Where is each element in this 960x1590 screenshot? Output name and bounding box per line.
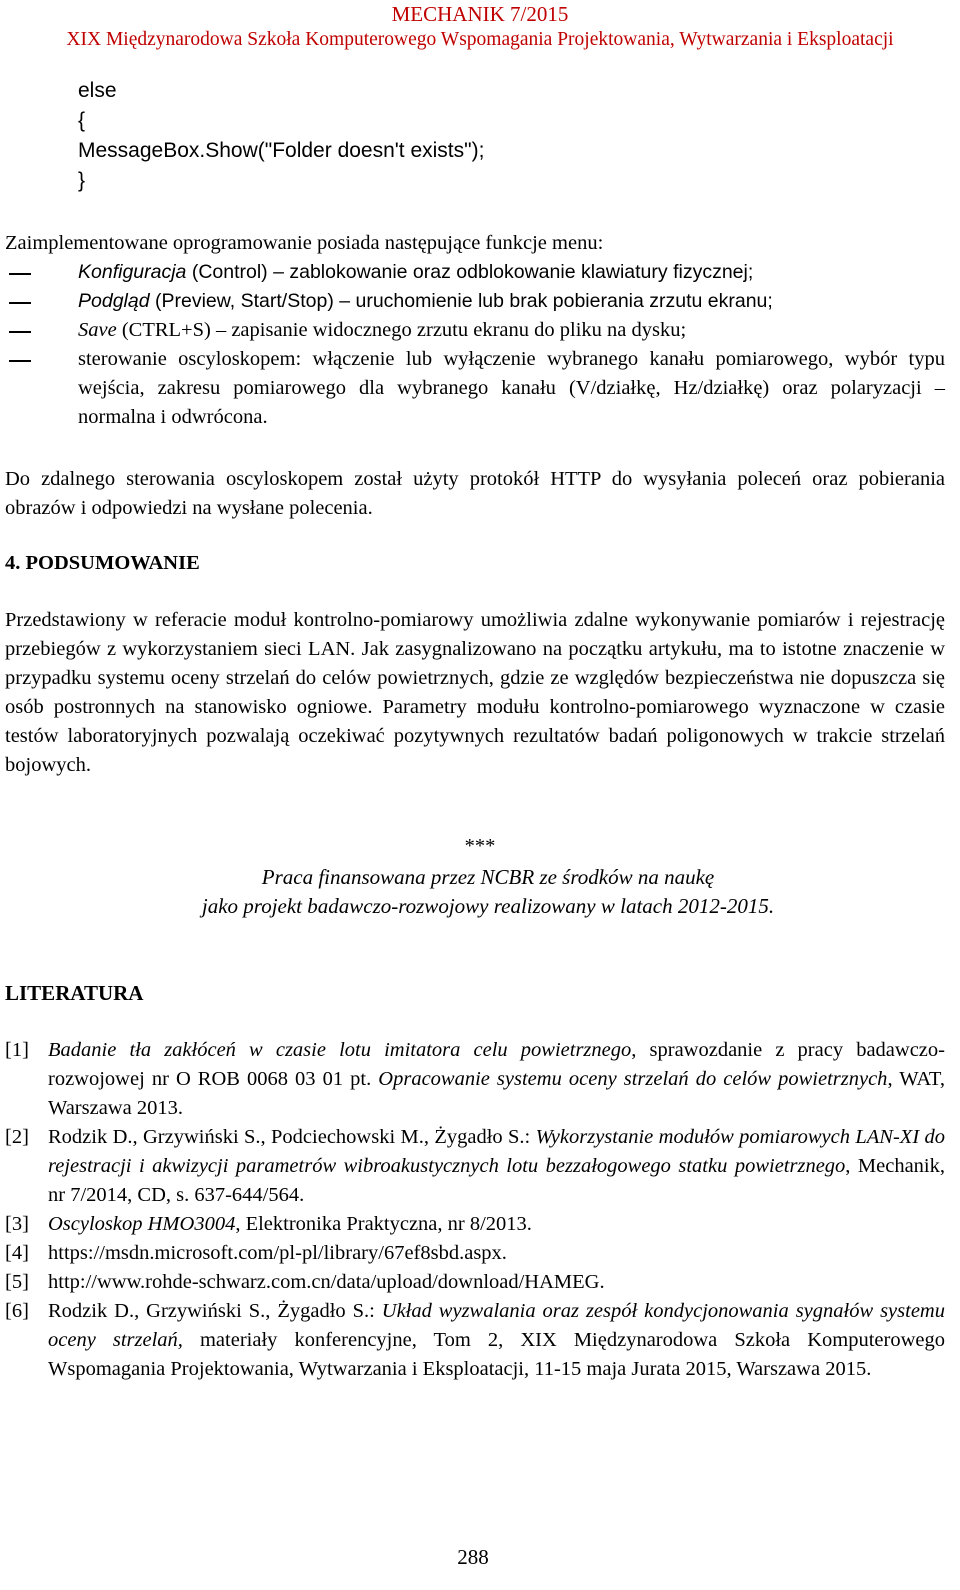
code-line: } xyxy=(78,169,86,192)
reference-authors: Rodzik D., Grzywiński S., Żygadło S.: xyxy=(48,1300,382,1322)
reference-title: Oscyloskop HMO3004 xyxy=(48,1213,236,1235)
menu-desc: sterowanie oscyloskopem: włączenie lub wyłączenie wybranego kanału pomiarowego, wybór typu wejścia, zakresu pomiarowego dla wybranego kanału (V/działkę, Hz/działkę) oraz polaryzacji – normalna i odwrócona. xyxy=(78,348,945,428)
reference-item xyxy=(5,1297,945,1384)
reference-title: Układ wyzwalania oraz zespół kondycjonowania sygnałów systemu oceny strzelań, xyxy=(48,1300,945,1351)
reference-number: [5] xyxy=(5,1271,29,1293)
reference-number: [1] xyxy=(5,1039,29,1061)
reference-rest: materiały konferencyjne, Tom 2, XIX Międzynarodowa Szkoła Komputerowego Wspomagania Projektowania, Wytwarzania i Eksploatacji, 11-15 maja Jurata 2015, Warszawa 2015. xyxy=(48,1329,945,1380)
section-heading: 4. PODSUMOWANIE xyxy=(5,552,200,574)
reference-number: [3] xyxy=(5,1213,29,1235)
reference-rest: , WAT, Warszawa 2013. xyxy=(48,1068,945,1119)
reference-title: Opracowanie systemu oceny strzelań do celów powietrznych xyxy=(378,1068,888,1090)
reference-link[interactable]: https://msdn.microsoft.com/pl-pl/library/67ef8sbd.aspx. xyxy=(48,1242,507,1264)
menu-term: Konfiguracja xyxy=(78,261,187,283)
reference-item xyxy=(5,1123,945,1210)
menu-intro: Zaimplementowane oprogramowanie posiada następujące funkcje menu: xyxy=(5,232,604,254)
menu-term: Save xyxy=(78,319,117,341)
page-number: 288 xyxy=(457,1545,489,1569)
menu-desc: (CTRL+S) – zapisanie widocznego zrzutu ekranu do pliku na dysku; xyxy=(116,319,687,341)
conference-name: XIX Międzynarodowa Szkoła Komputerowego Wspomagania Projektowania, Wytwarzania i Eksploatacji xyxy=(66,29,894,50)
reference-item xyxy=(5,1036,945,1123)
reference-item xyxy=(5,1210,945,1239)
separator: *** xyxy=(464,835,496,857)
code-line: MessageBox.Show("Folder doesn't exists"); xyxy=(78,139,485,162)
code-line: else xyxy=(78,79,117,102)
menu-functions-list xyxy=(5,258,945,432)
list-item xyxy=(5,345,945,432)
http-paragraph: Do zdalnego sterowania oscyloskopem został użyty protokół HTTP do wysyłania poleceń oraz pobierania obrazów i odpowiedzi na wysłane polecenia. xyxy=(5,468,945,519)
reference-rest: , Elektronika Praktyczna, nr 8/2013. xyxy=(235,1213,532,1235)
reference-rest: , Mechanik, nr 7/2014, CD, s. 637-644/564. xyxy=(48,1155,945,1206)
reference-item xyxy=(5,1239,945,1268)
reference-authors: Rodzik D., Grzywiński S., Podciechowski M., Żygadło S.: xyxy=(48,1126,536,1148)
funding-note xyxy=(0,863,960,921)
list-item xyxy=(5,287,945,316)
literature-heading: LITERATURA xyxy=(5,981,144,1005)
running-header xyxy=(0,2,960,52)
menu-desc: (Preview, Start/Stop) – uruchomienie lub brak pobierania zrzutu ekranu; xyxy=(149,290,773,312)
reference-link[interactable]: http://www.rohde-schwarz.com.cn/data/upload/download/HAMEG. xyxy=(48,1271,605,1293)
funding-line: jako projekt badawczo-rozwojowy realizowany w latach 2012-2015. xyxy=(201,894,775,918)
code-line: { xyxy=(78,109,86,132)
summary-paragraph: Przedstawiony w referacie moduł kontrolno-pomiarowy umożliwia zdalne wykonywanie pomiarów i rejestrację przebiegów z wykorzystaniem sieci LAN. Jak zasygnalizowano na początku artykułu, ma to istotne znaczenie w przypadku systemu oceny strzelań do celów powietrznych, gdzie ze względów bezpieczeństwa nie dopuszcza się osób postronnych na stanowisko ogniowe. Parametry modułu kontrolno-pomiarowego wyznaczone w czasie testów laboratoryjnych pozwalają oczekiwać pozytywnych rezultatów badań poligonowych w trakcie strzelań bojowych. xyxy=(5,609,945,776)
reference-number: [4] xyxy=(5,1242,29,1264)
menu-term: Podgląd xyxy=(78,290,150,312)
reference-number: [2] xyxy=(5,1126,29,1148)
menu-desc: (Control) – zablokowanie oraz odblokowanie klawiatury fizycznej; xyxy=(186,261,754,283)
reference-number: [6] xyxy=(5,1300,29,1322)
code-snippet xyxy=(78,76,484,196)
list-item xyxy=(5,258,945,287)
funding-line: Praca finansowana przez NCBR ze środków na naukę xyxy=(261,865,715,889)
list-item xyxy=(5,316,945,345)
reference-title: Badanie tła zakłóceń w czasie lotu imitatora celu powietrznego xyxy=(48,1039,632,1061)
reference-item xyxy=(5,1268,945,1297)
reference-mid: , sprawozdanie z pracy badawczo-rozwojowej nr O ROB 0068 03 01 pt. xyxy=(48,1039,945,1090)
reference-title: Wykorzystanie modułów pomiarowych LAN-XI do rejestracji i akwizycji parametrów wibroakustycznych lotu bezzałogowego statku powietrznego xyxy=(48,1126,946,1177)
journal-issue: MECHANIK 7/2015 xyxy=(391,2,569,26)
reference-list xyxy=(5,1036,945,1384)
